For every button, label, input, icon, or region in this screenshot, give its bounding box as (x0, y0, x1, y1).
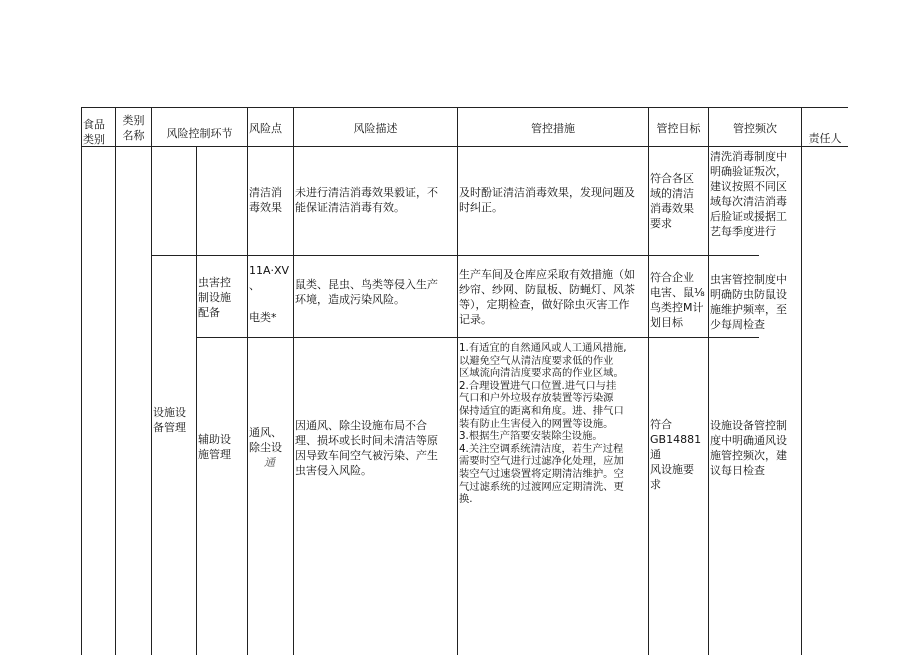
table-rule (801, 107, 802, 655)
header-food-category: 食品 类别 (83, 118, 105, 146)
header-risk-description: 风险描述 (353, 122, 398, 135)
row2-risk-point-extra: 电类* (249, 311, 277, 324)
table-rule (196, 146, 197, 655)
row3-control-frequency: 设施设备管控制 度中明确通风设 施管控频次，建 议每日检查 (710, 419, 787, 477)
row1-control-frequency: 清洗消毒制度中 明确验证叛次， 建议按照不同区 域每次清洁消毒 后脸证或援据工 艺每季度进行 (710, 150, 787, 238)
row2-risk-description: 鼠类、昆虫、鸟类等侵入生产 环境，造成污染风险。 (295, 278, 438, 306)
row1-risk-description: 未进行清洁消毒效果毅证，不 能保证清洁消毒有效。 (295, 186, 438, 214)
row1-risk-point: 清洁消 毒效果 (249, 186, 282, 214)
row3-control-target: 符合 GB14881通 风设施要 求 (650, 418, 702, 491)
header-risk-control-link: 风险控制环节 (166, 127, 233, 140)
row3-risk-point: 通风、 除尘设 (249, 426, 282, 454)
table-rule (151, 107, 152, 655)
risk-control-table (81, 107, 848, 655)
table-rule (196, 337, 759, 338)
header-control-measures: 管控措施 (531, 122, 575, 135)
header-control-target: 管控目标 (656, 122, 701, 135)
row3-control-link: 辅助设 施管理 (198, 433, 231, 461)
header-category-name: 类别 名称 (122, 114, 145, 142)
row2-control-measures: 生产车间及仓库应采取有效措施（如 纱帘、纱网、防鼠板、防蝇灯、风茶 等），定期检查，做好除虫灭害工作 记录。 (459, 268, 635, 326)
row2-control-link: 虫害控 制设施 配备 (198, 276, 231, 319)
row3-control-measures: 1.有适宜的自然通风或人工通风措施, 以避免空气从清洁度要求低的作业 区域流向清洁度要求高的作业区域。 2.合理设置进气口位置.进气口与挂 气口和户外垃圾存放装置等污染源 保持适宜的距离和角度。进、排气口 装有防止生害侵入的网置等设施。 3.根据生产箔要安装除尘设施。 4.关注空调系统清洁度，若生产过程 需要时空气进行过滤净化处理，应加 装空气过速袋置将定期清洁维护。空 气过滤系统的过渡网应定期清洗、更 换. (459, 342, 627, 506)
header-risk-point: 风险点 (249, 122, 282, 135)
row2-control-frequency: 虫害管控制度中 明确防虫防鼠设 施维护频率，至 少每周检查 (710, 273, 787, 331)
row3-risk-description: 因通风、除尘设施布局不合 理、损坏或长时间未清洁等原 因导致车间空气被污染、产生 虫害侵入风险。 (295, 419, 438, 477)
header-control-frequency: 管控频次 (733, 122, 777, 135)
row2-control-target: 符合企业 电害、鼠⅛ 鸟类控M计 划目标 (650, 271, 705, 329)
row1-control-measures: 及时酚证清洁消毒效果，发现问题及 时纠正。 (459, 186, 635, 214)
row2-risk-point: 11A·XV 、 (249, 264, 290, 292)
row1-control-target: 符合各区 域的清洁 消毒效果 要求 (650, 172, 694, 230)
table-rule (151, 255, 759, 256)
header-responsible-person: 责任人 (808, 132, 842, 145)
table-rule (81, 107, 848, 108)
section-facility-management: 设施设 备管理 (153, 406, 186, 434)
table-rule (81, 107, 82, 655)
row3-risk-point-mark: 通 (264, 456, 275, 469)
table-rule (115, 107, 116, 655)
